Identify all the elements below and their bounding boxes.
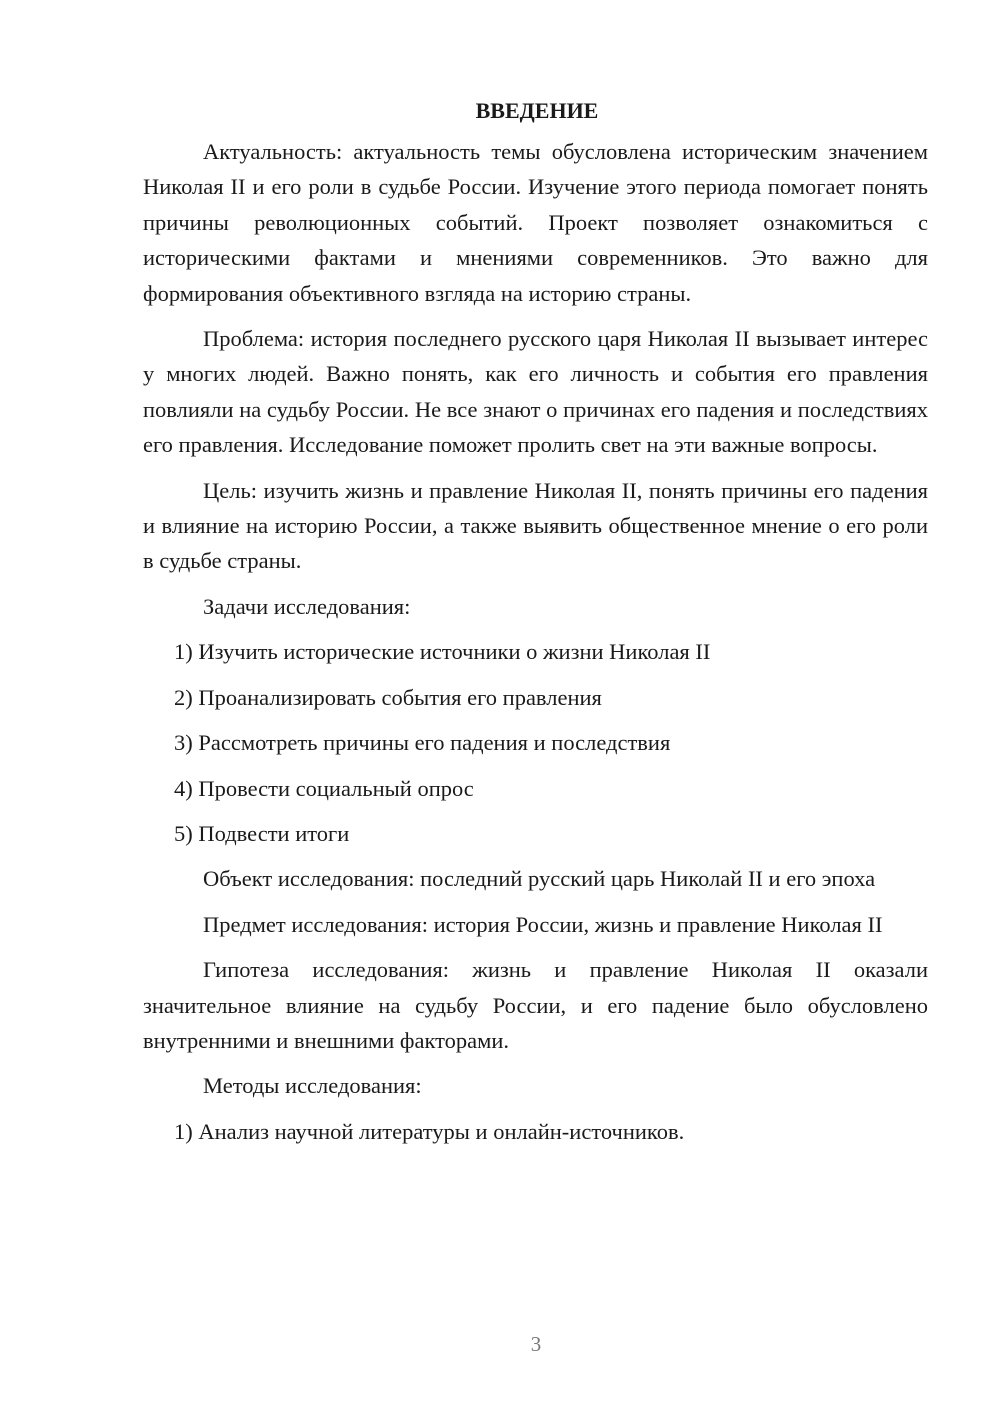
hypothesis-paragraph: Гипотеза исследования: жизнь и правление Николая II оказали значительное влияние на судьбу России, и его падение было обусловлено внутренними и внешними факторами. [143, 957, 928, 1053]
methods-list [143, 1114, 928, 1149]
relevance-paragraph: Актуальность: актуальность темы обусловлена историческим значением Николая II и его роли в судьбе России. Изучение этого периода помогает понять причины революционных событий. Проект позволяет ознакомиться с историческими фактами и мнениями современников. Это важно для формирования объективного взгляда на историю страны. [143, 139, 928, 306]
tasks-list [143, 634, 928, 851]
list-item: 1) Изучить исторические источники о жизни Николая II [174, 639, 711, 665]
page-content [143, 93, 928, 1159]
object-paragraph: Объект исследования: последний русский царь Николай II и его эпоха [203, 866, 876, 892]
subject-paragraph: Предмет исследования: история России, жизнь и правление Николая II [203, 911, 883, 937]
list-item: 2) Проанализировать события его правления [174, 684, 602, 710]
page-title: ВВЕДЕНИЕ [475, 98, 599, 123]
page-number: 3 [530, 1332, 542, 1356]
tasks-heading: Задачи исследования: [203, 593, 411, 619]
methods-heading: Методы исследования: [203, 1073, 422, 1099]
list-item: 1) Анализ научной литературы и онлайн-источников. [174, 1118, 685, 1144]
list-item: 5) Подвести итоги [174, 820, 350, 846]
list-item: 3) Рассмотреть причины его падения и последствия [174, 730, 671, 756]
list-item: 4) Провести социальный опрос [174, 775, 474, 801]
goal-paragraph: Цель: изучить жизнь и правление Николая II, понять причины его падения и влияние на историю России, а также выявить общественное мнение о его роли в судьбе страны. [143, 477, 928, 574]
problem-paragraph: Проблема: история последнего русского царя Николая II вызывает интерес у многих людей. Важно понять, как его личность и события его правления повлияли на судьбу России. Не все знают о причинах его падения и последствиях его правления. Исследование поможет пролить свет на эти важные вопросы. [143, 326, 928, 458]
